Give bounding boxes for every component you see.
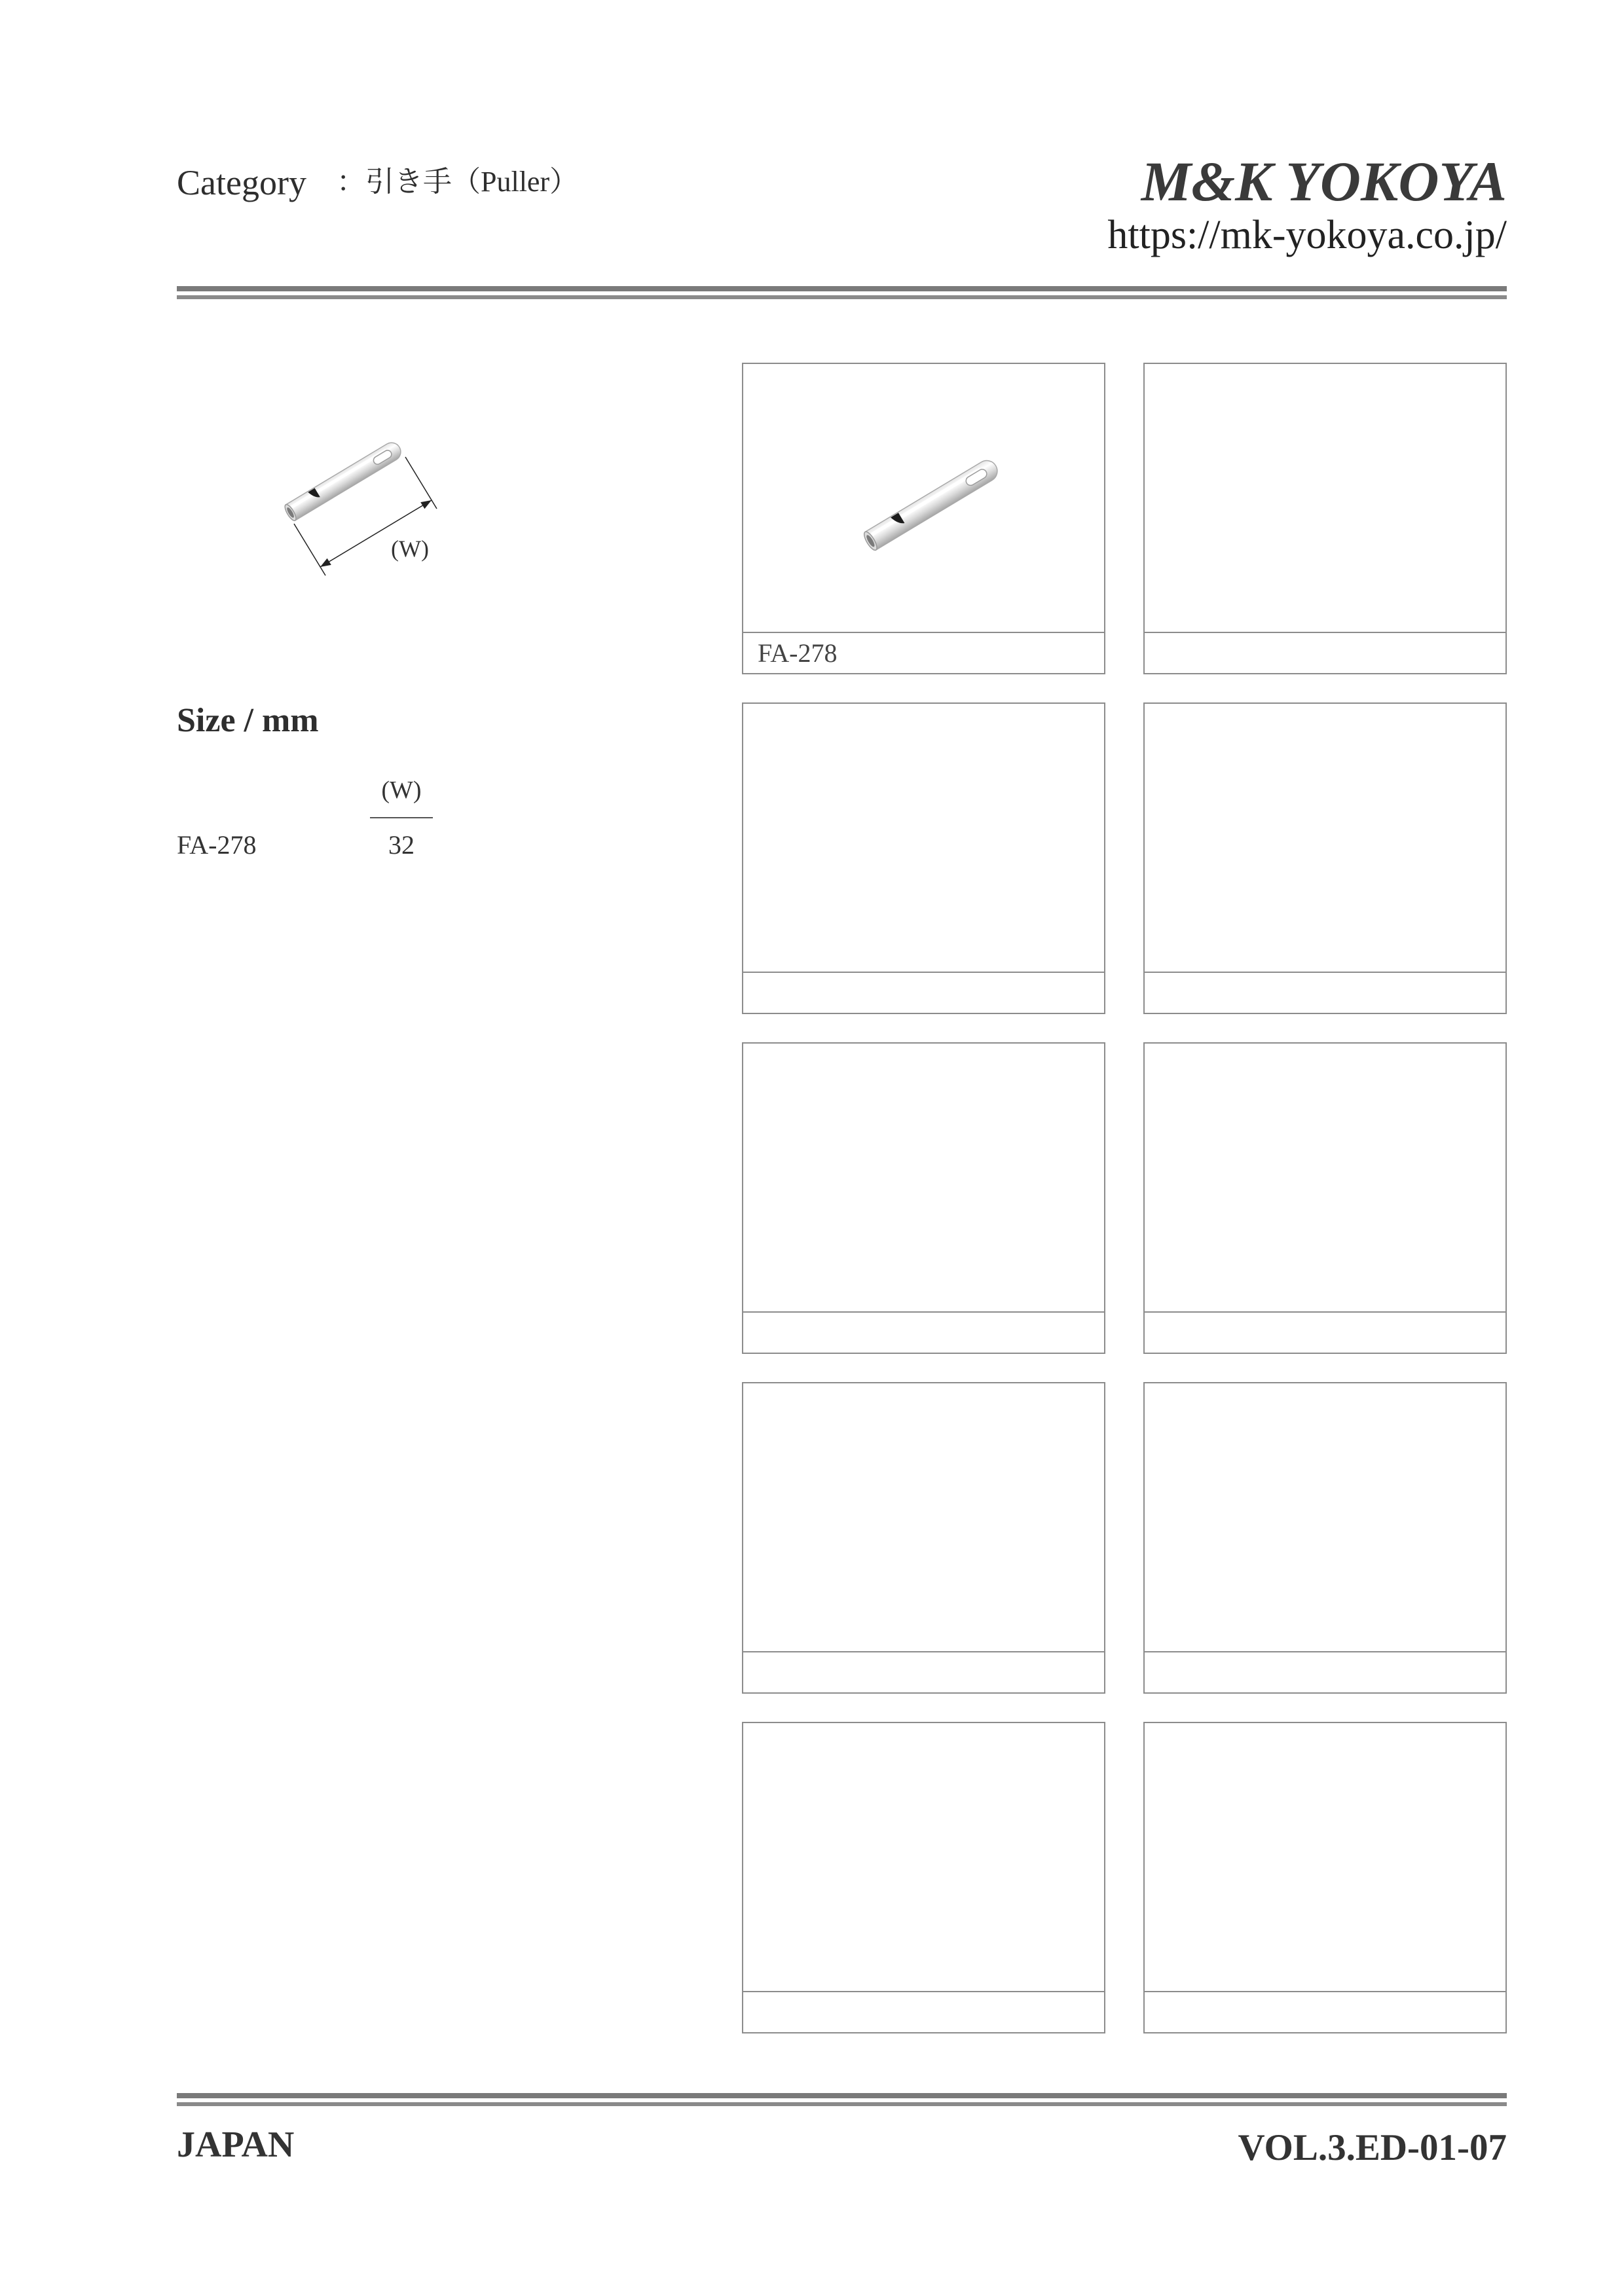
- category-label: Category: [177, 163, 306, 202]
- product-image-area: [1145, 1044, 1505, 1311]
- dimension-extension-line: [294, 524, 325, 575]
- size-row-value: 32: [388, 830, 415, 860]
- whistle-puller-icon: [283, 439, 404, 522]
- product-image-area: [1145, 1723, 1505, 1991]
- product-code-label: [743, 1651, 1104, 1692]
- category-value: ：引き手（Puller）: [337, 166, 579, 198]
- product-image-area: [743, 1383, 1104, 1651]
- size-table-title: Size / mm: [177, 702, 319, 739]
- brand-name: M&K YOKOYA: [1141, 150, 1507, 213]
- product-card: [1143, 702, 1507, 1014]
- product-card: [742, 1042, 1105, 1354]
- dimension-label-w: (W): [391, 536, 429, 562]
- size-column-header: (W): [381, 776, 422, 804]
- dimension-diagram: [262, 406, 471, 602]
- product-card: [1143, 1382, 1507, 1694]
- product-card: [1143, 1042, 1507, 1354]
- product-image-area: [743, 704, 1104, 972]
- product-card: [742, 702, 1105, 1014]
- arrowhead: [420, 500, 432, 509]
- product-image-area: [743, 1723, 1104, 1991]
- product-card: [1143, 1722, 1507, 2033]
- product-card: [742, 1722, 1105, 2033]
- header-rule-thin: [177, 295, 1507, 299]
- product-image-area: [743, 1044, 1104, 1311]
- arrowhead: [320, 558, 331, 567]
- product-image-area: [1145, 704, 1505, 972]
- product-card: [742, 363, 1105, 674]
- product-code-label: [743, 1311, 1104, 1353]
- header-rule-thick: [177, 286, 1507, 291]
- product-image-area: [743, 364, 1104, 632]
- footer-rule-thin: [177, 2102, 1507, 2106]
- product-code-label: [743, 972, 1104, 1013]
- product-code-label: [1145, 1311, 1505, 1353]
- product-code-label: [1145, 972, 1505, 1013]
- product-code-label: [1145, 632, 1505, 673]
- footer-edition: VOL.3.ED-01-07: [1238, 2127, 1507, 2168]
- website-link[interactable]: https://mk-yokoya.co.jp/: [1107, 213, 1507, 257]
- product-card: [742, 1382, 1105, 1694]
- product-code-label: [1145, 1991, 1505, 2032]
- product-code-label: FA-278: [743, 632, 1104, 673]
- dimension-extension-line: [405, 457, 437, 509]
- whistle-puller-icon: [862, 457, 1001, 552]
- product-image-area: [1145, 364, 1505, 632]
- product-image-area: [1145, 1383, 1505, 1651]
- footer-country: JAPAN: [177, 2124, 295, 2165]
- product-code-label: [1145, 1651, 1505, 1692]
- size-row-code: FA-278: [177, 830, 257, 860]
- footer-rule-thick: [177, 2093, 1507, 2098]
- product-card: [1143, 363, 1507, 674]
- product-image: [834, 439, 1030, 570]
- size-header-underline: [370, 817, 433, 818]
- product-code-label: [743, 1991, 1104, 2032]
